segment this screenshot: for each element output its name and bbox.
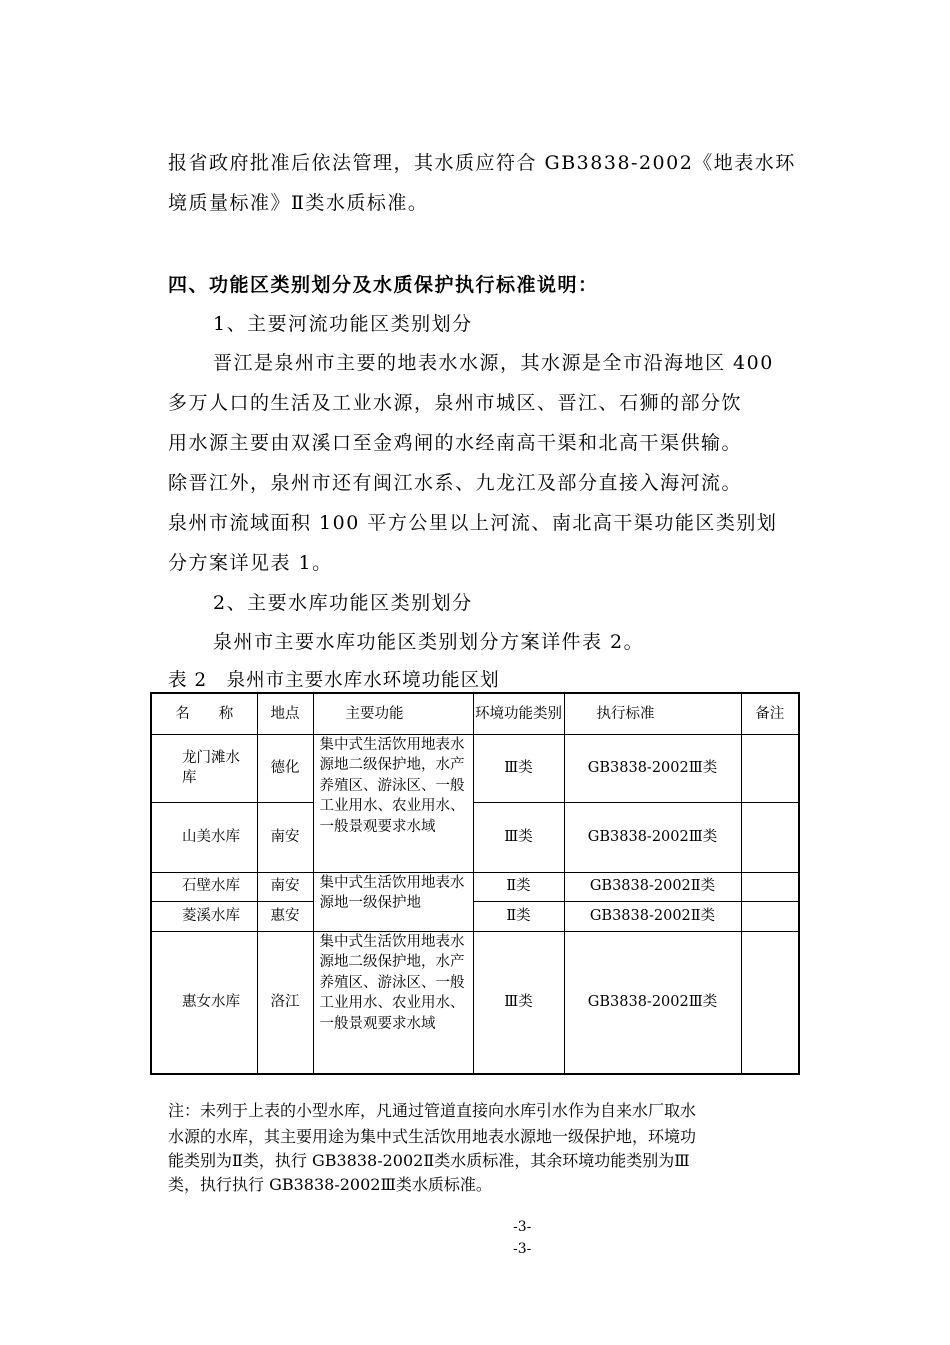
paragraph-line: 晋江是泉州市主要的地表水水源，其水源是全市沿海地区 400 (213, 352, 774, 374)
note-line: 类，执行执行 GB3838-2002Ⅲ类水质标准。 (168, 1175, 492, 1194)
note-line: 水源的水库，其主要用途为集中式生活饮用地表水源地一级保护地，环境功 (168, 1127, 697, 1146)
header-name: 名 称 (151, 693, 257, 734)
cell-function-group: 集中式生活饮用地表水源地二级保护地，水产养殖区、游泳区、一般工业用水、农业用水、一般景观要求水域 (313, 734, 473, 872)
header-location: 地点 (257, 693, 313, 734)
paragraph-line: 泉州市主要水库功能区类别划分方案详件表 2。 (213, 631, 645, 653)
cell-standard: GB3838-2002Ⅱ类 (564, 901, 741, 931)
cell-location: 南安 (257, 802, 313, 872)
cell-location: 惠安 (257, 901, 313, 931)
paragraph-line: 分方案详见表 1。 (168, 552, 333, 574)
page-number-duplicate: -3- (513, 1241, 532, 1257)
note-line: 注：未列于上表的小型水库，凡通过管道直接向水库引水作为自来水厂取水 (168, 1101, 697, 1120)
table-row (151, 931, 799, 1074)
cell-category: Ⅲ类 (473, 931, 564, 1074)
cell-name: 石壁水库 (151, 872, 257, 901)
cell-remark (741, 931, 799, 1074)
paragraph-line: 报省政府批准后依法管理，其水质应符合 GB3838-2002《地表水环 (168, 152, 796, 174)
cell-name: 龙门滩水库 (151, 734, 257, 802)
cell-category: Ⅱ类 (473, 901, 564, 931)
cell-category: Ⅲ类 (473, 734, 564, 802)
cell-name: 惠女水库 (151, 931, 257, 1074)
table-row (151, 901, 799, 931)
cell-standard: GB3838-2002Ⅱ类 (564, 872, 741, 901)
paragraph-line: 境质量标准》Ⅱ类水质标准。 (168, 192, 429, 214)
cell-category: Ⅲ类 (473, 802, 564, 872)
page-number: -3- (513, 1219, 532, 1235)
note-line: 能类别为Ⅱ类，执行 GB3838-2002Ⅱ类水质标准，其余环境功能类别为Ⅲ (168, 1151, 690, 1170)
paragraph-line: 除晋江外，泉州市还有闽江水系、九龙江及部分直接入海河流。 (168, 472, 743, 494)
header-function: 主要功能 (313, 693, 473, 734)
cell-standard: GB3838-2002Ⅲ类 (564, 931, 741, 1074)
cell-category: Ⅱ类 (473, 872, 564, 901)
subheading-rivers: 1、主要河流功能区类别划分 (213, 313, 473, 335)
header-category: 环境功能类别 (473, 693, 564, 734)
reservoir-table (150, 692, 800, 1075)
table-row (151, 802, 799, 872)
cell-remark (741, 802, 799, 872)
cell-location: 德化 (257, 734, 313, 802)
cell-remark (741, 901, 799, 931)
cell-location: 洛江 (257, 931, 313, 1074)
cell-remark (741, 872, 799, 901)
header-remark: 备注 (741, 693, 799, 734)
table-row (151, 734, 799, 802)
paragraph-line: 泉州市流域面积 100 平方公里以上河流、南北高干渠功能区类别划 (168, 512, 778, 534)
header-standard: 执行标准 (564, 693, 741, 734)
cell-name: 菱溪水库 (151, 901, 257, 931)
cell-remark (741, 734, 799, 802)
cell-standard: GB3838-2002Ⅲ类 (564, 802, 741, 872)
table-row (151, 872, 799, 901)
cell-standard: GB3838-2002Ⅲ类 (564, 734, 741, 802)
cell-function: 集中式生活饮用地表水源地二级保护地，水产养殖区、游泳区、一般工业用水、农业用水、一般景观要求水域 (313, 931, 473, 1074)
cell-name: 山美水库 (151, 802, 257, 872)
subheading-reservoirs: 2、主要水库功能区类别划分 (213, 592, 473, 614)
cell-function-group: 集中式生活饮用地表水源地一级保护地 (313, 872, 473, 931)
cell-location: 南安 (257, 872, 313, 901)
table-caption: 表 2 泉州市主要水库水环境功能区划 (168, 670, 500, 691)
table-header-row (151, 693, 799, 734)
paragraph-line: 多万人口的生活及工业水源，泉州市城区、晋江、石狮的部分饮 (168, 392, 743, 414)
paragraph-line: 用水源主要由双溪口至金鸡闸的水经南高干渠和北高干渠供输。 (168, 432, 743, 454)
section-heading: 四、功能区类别划分及水质保护执行标准说明： (168, 274, 599, 296)
